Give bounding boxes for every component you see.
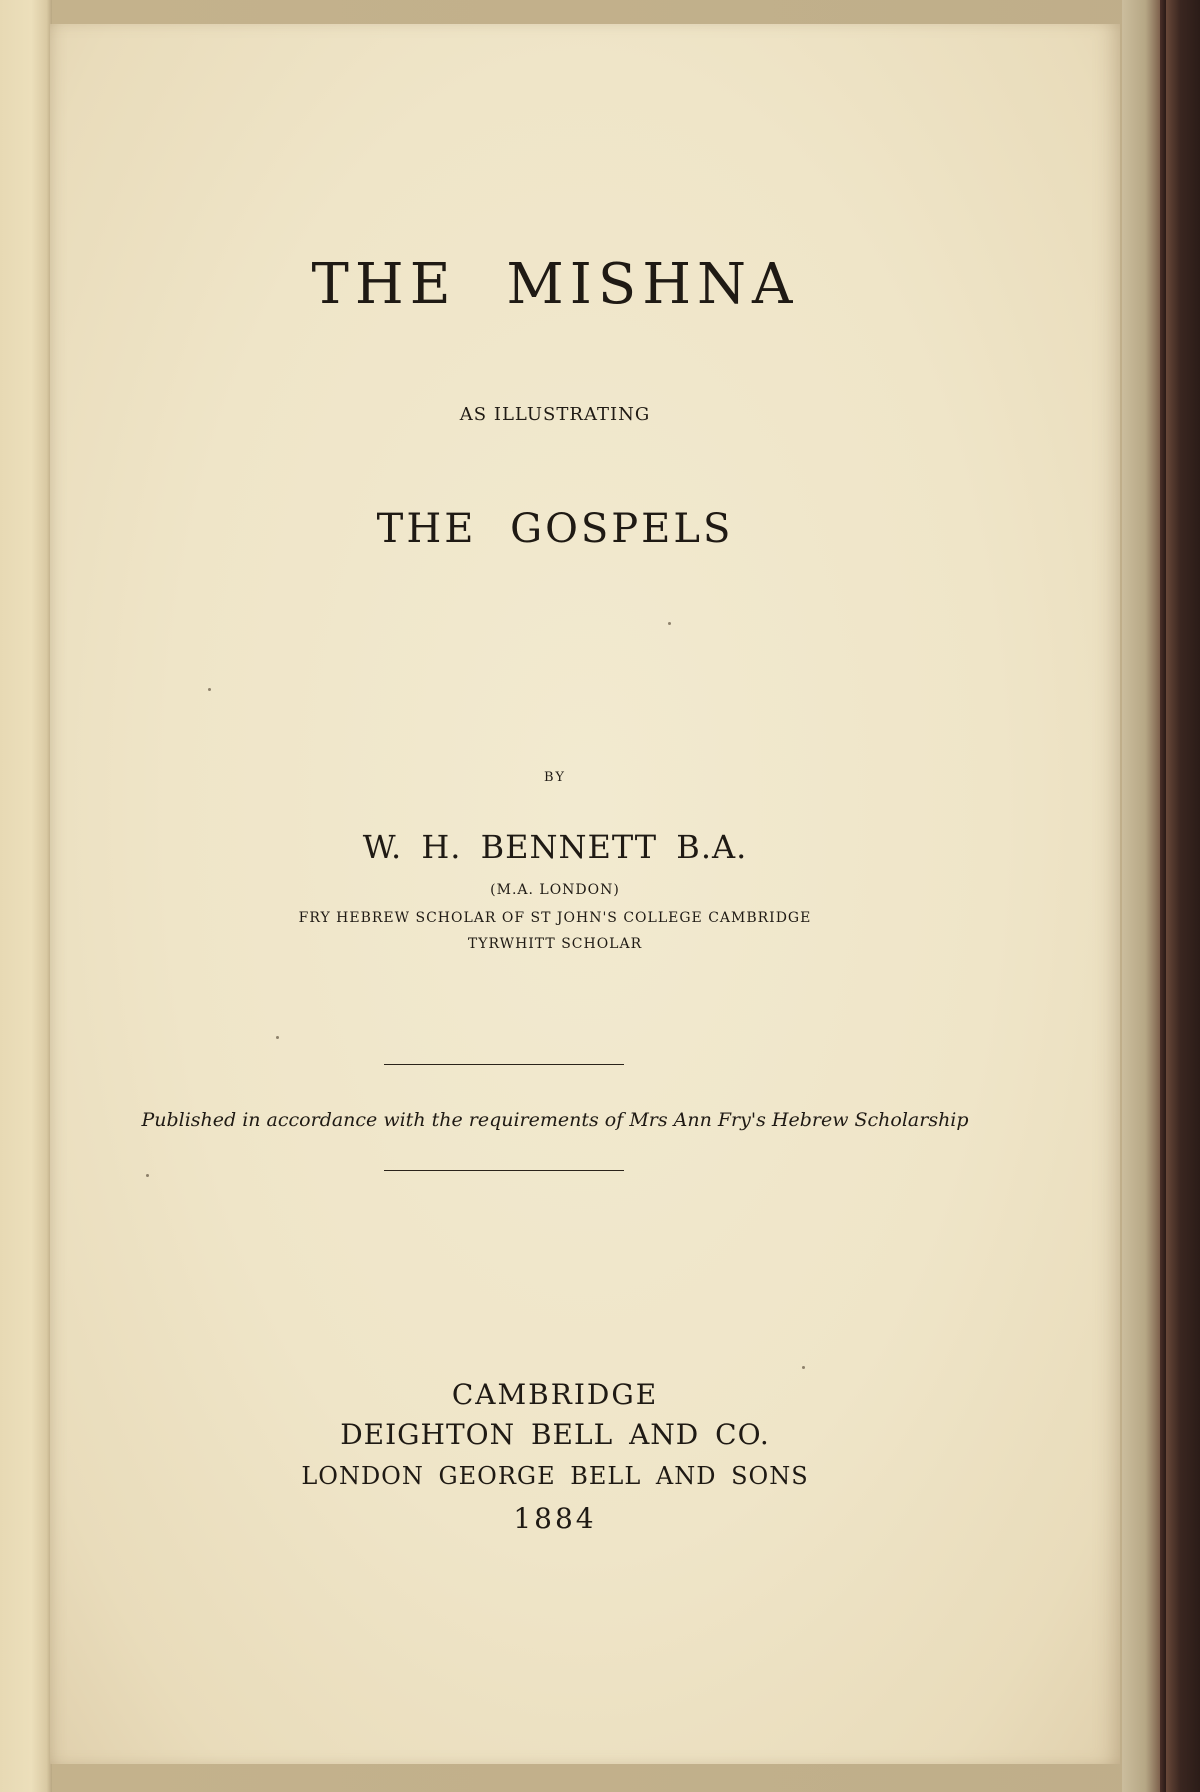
- imprint-place: CAMBRIDGE: [451, 1378, 659, 1411]
- divider-rule-bottom: [384, 1170, 624, 1171]
- imprint-year: 1884: [513, 1502, 597, 1535]
- paper-speck: [276, 1036, 279, 1039]
- title-page: [50, 24, 1120, 1764]
- imprint-publisher: DEIGHTON BELL AND CO.: [340, 1418, 770, 1451]
- imprint-co-publisher: LONDON GEORGE BELL AND SONS: [301, 1462, 809, 1490]
- book-cover-edge: [1122, 0, 1200, 1792]
- author-degree: (M.A. LONDON): [490, 882, 620, 898]
- divider-rule-top: [384, 1064, 624, 1065]
- facing-page-edge: [0, 0, 52, 1792]
- paper-speck: [146, 1174, 149, 1177]
- paper-speck: [668, 622, 671, 625]
- author-credential: FRY HEBREW SCHOLAR OF ST JOHN'S COLLEGE CAMBRIDGE: [298, 910, 812, 926]
- paper-speck: [802, 1366, 805, 1369]
- author-credential-secondary: TYRWHITT SCHOLAR: [467, 936, 643, 952]
- book-subtitle: THE GOSPELS: [376, 506, 734, 552]
- publication-note: Published in accordance with the requirements of Mrs Ann Fry's Hebrew Scholarship: [141, 1109, 969, 1131]
- author-name: W. H. BENNETT B.A.: [362, 828, 748, 866]
- book-title: THE MISHNA: [311, 252, 799, 317]
- by-line: BY: [544, 770, 566, 785]
- paper-speck: [208, 688, 211, 691]
- title-connector: AS ILLUSTRATING: [459, 404, 651, 425]
